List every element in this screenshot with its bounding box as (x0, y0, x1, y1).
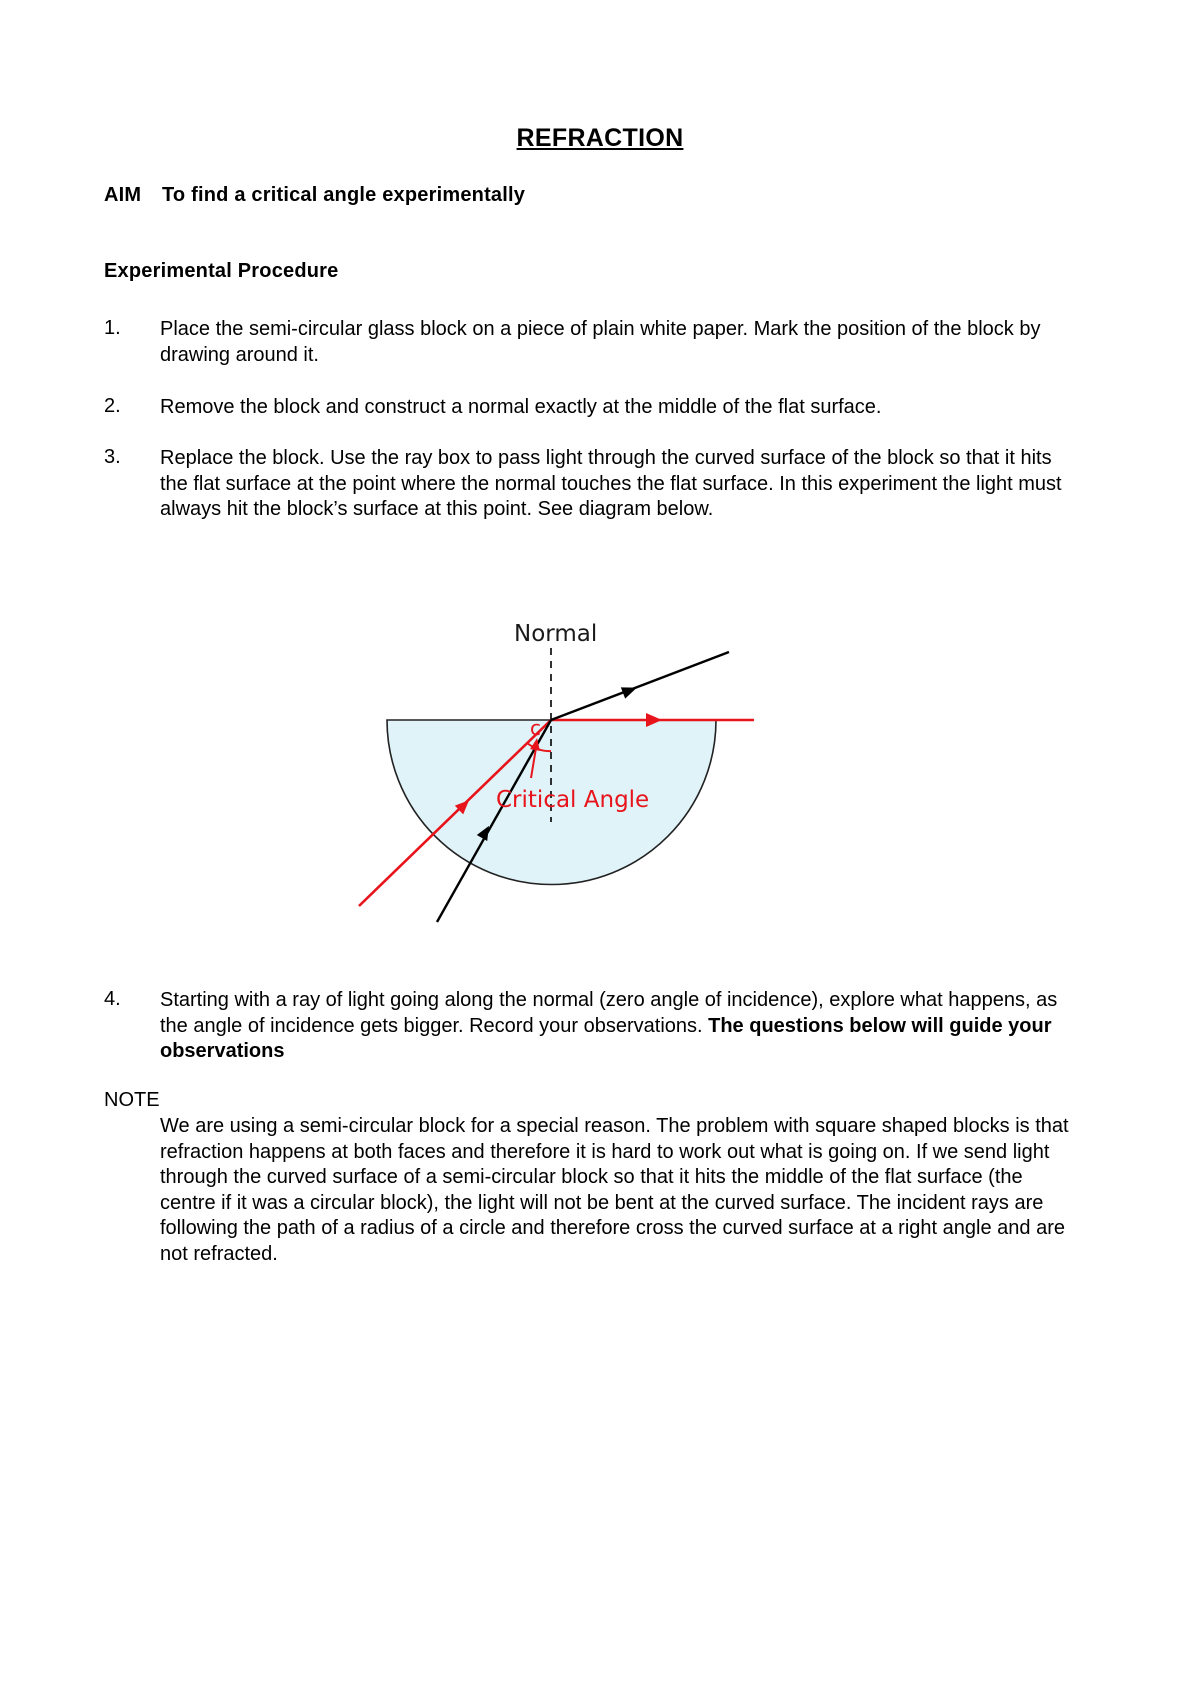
critical-angle-label: Critical Angle (496, 787, 650, 813)
normal-label: Normal (514, 621, 598, 647)
step-2-number: 2. (104, 395, 121, 417)
aim-line (104, 184, 525, 207)
step-4-plain-text: Starting with a ray of light going along the normal (zero angle of incidence), explore what happens, as the angle of incidence gets bigger. Record your observations. (160, 989, 1058, 1037)
note-label: NOTE (104, 1089, 160, 1111)
step-3-number: 3. (104, 446, 121, 468)
step-4-number: 4. (104, 988, 121, 1010)
note-text: We are using a semi-circular block for a special reason. The problem with square shaped blocks is that refraction happens at both faces and therefore it is hard to work out what is going on. If we send light through the curved surface of a semi-circular block so that it hits the middle of the flat surface (the centre if it was a circular block), the light will not be bent at the curved surface. The incident rays are following the path of a radius of a circle and therefore cross the curved surface at a right angle and are not refracted. (160, 1115, 1069, 1265)
page-title: REFRACTION (516, 124, 684, 152)
angle-symbol: c (530, 716, 541, 740)
step-2-text: Remove the block and construct a normal exactly at the middle of the flat surface. (160, 396, 882, 418)
step-1-number: 1. (104, 317, 121, 339)
procedure-heading: Experimental Procedure (104, 260, 339, 282)
refraction-diagram (340, 610, 780, 930)
step-3-text: Replace the block. Use the ray box to pass light through the curved surface of the block so that it hits the flat surface at the point where the normal touches the flat surface. In this experiment the light must always hit the block’s surface at this point. See diagram below. (160, 447, 1062, 520)
step-4-text (160, 988, 1080, 1065)
step-4-bold-text: The questions below will guide your observations (160, 1014, 1052, 1062)
black-refracted-ray (551, 652, 729, 720)
aim-text: To find a critical angle experimentally (162, 184, 526, 206)
black-refracted-arrowhead (621, 682, 639, 699)
step-1-text: Place the semi-circular glass block on a piece of plain white paper. Mark the position of the block by drawing around it. (160, 318, 1041, 366)
aim-label: AIM (104, 184, 142, 206)
